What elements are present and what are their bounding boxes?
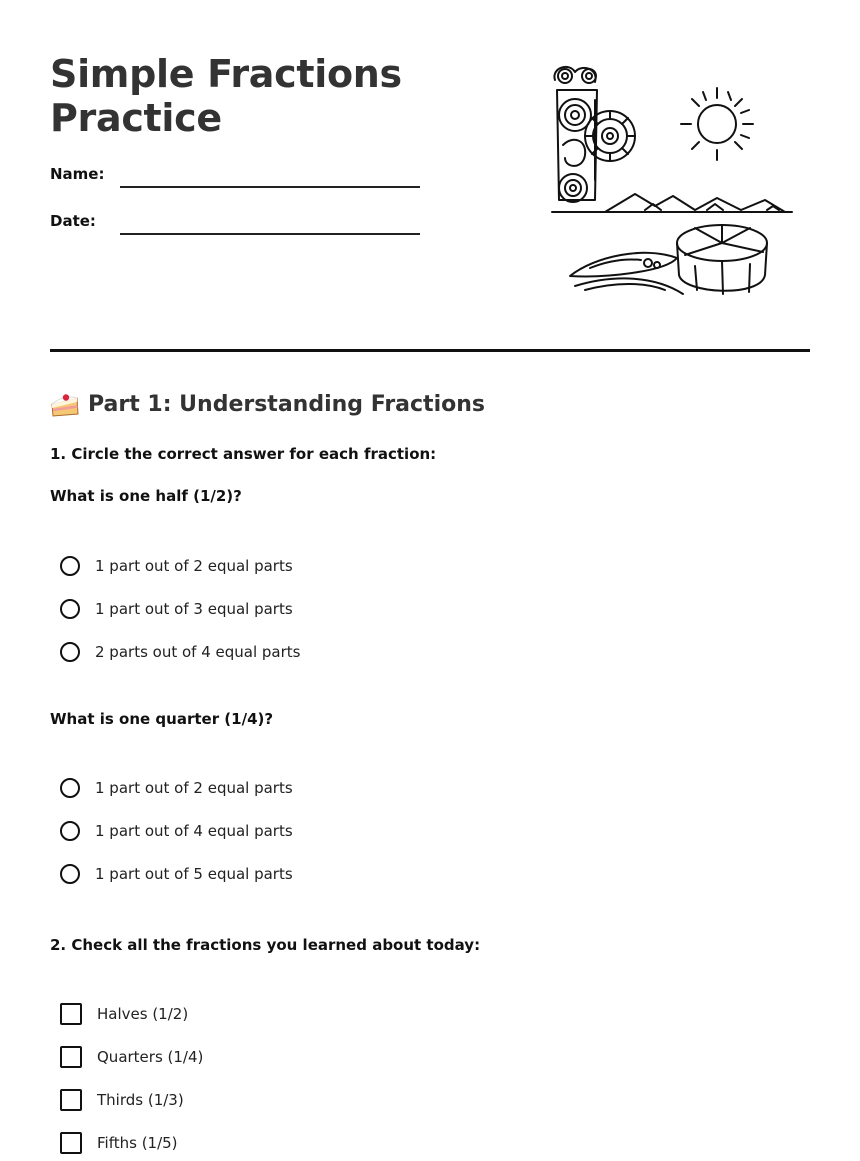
checkbox[interactable] (60, 1003, 82, 1025)
radio-button[interactable] (60, 864, 80, 884)
radio-button[interactable] (60, 599, 80, 619)
option-label: 1 part out of 5 equal parts (95, 865, 293, 883)
decorative-line-art-icon (545, 60, 800, 305)
checkbox[interactable] (60, 1089, 82, 1111)
section-divider (50, 349, 810, 352)
date-label: Date: (50, 212, 96, 230)
q1a-option-2[interactable] (60, 596, 293, 622)
checkbox[interactable] (60, 1046, 82, 1068)
checkbox[interactable] (60, 1132, 82, 1154)
question-2-prompt: 2. Check all the fractions you learned about today: (50, 936, 481, 954)
section-heading-text: Part 1: Understanding Fractions (88, 391, 485, 417)
q1b-option-2[interactable] (60, 818, 293, 844)
name-label: Name: (50, 165, 105, 183)
title-line-1: Simple Fractions (50, 52, 402, 96)
q1b-option-1[interactable] (60, 775, 293, 801)
name-field[interactable] (120, 186, 420, 188)
q2-option-1[interactable] (60, 1001, 188, 1027)
option-label: 2 parts out of 4 equal parts (95, 643, 301, 661)
q1b-option-3[interactable] (60, 861, 293, 887)
option-label: Quarters (1/4) (97, 1048, 204, 1066)
radio-button[interactable] (60, 778, 80, 798)
title-line-2: Practice (50, 96, 222, 140)
radio-button[interactable] (60, 821, 80, 841)
option-label: Thirds (1/3) (97, 1091, 184, 1109)
page-title (50, 52, 470, 140)
radio-button[interactable] (60, 642, 80, 662)
q2-option-4[interactable] (60, 1130, 178, 1156)
option-label: Halves (1/2) (97, 1005, 189, 1023)
section-heading (50, 388, 485, 420)
cake-slice-icon (50, 390, 80, 418)
option-label: 1 part out of 2 equal parts (95, 557, 293, 575)
option-label: 1 part out of 3 equal parts (95, 600, 293, 618)
option-label: Fifths (1/5) (97, 1134, 178, 1152)
option-label: 1 part out of 2 equal parts (95, 779, 293, 797)
q1a-option-3[interactable] (60, 639, 301, 665)
radio-button[interactable] (60, 556, 80, 576)
question-1a: What is one half (1/2)? (50, 487, 242, 505)
q2-option-3[interactable] (60, 1087, 184, 1113)
option-label: 1 part out of 4 equal parts (95, 822, 293, 840)
question-1-prompt: 1. Circle the correct answer for each fraction: (50, 445, 437, 463)
date-field[interactable] (120, 233, 420, 235)
q1a-option-1[interactable] (60, 553, 293, 579)
q2-option-2[interactable] (60, 1044, 203, 1070)
question-1b: What is one quarter (1/4)? (50, 710, 274, 728)
